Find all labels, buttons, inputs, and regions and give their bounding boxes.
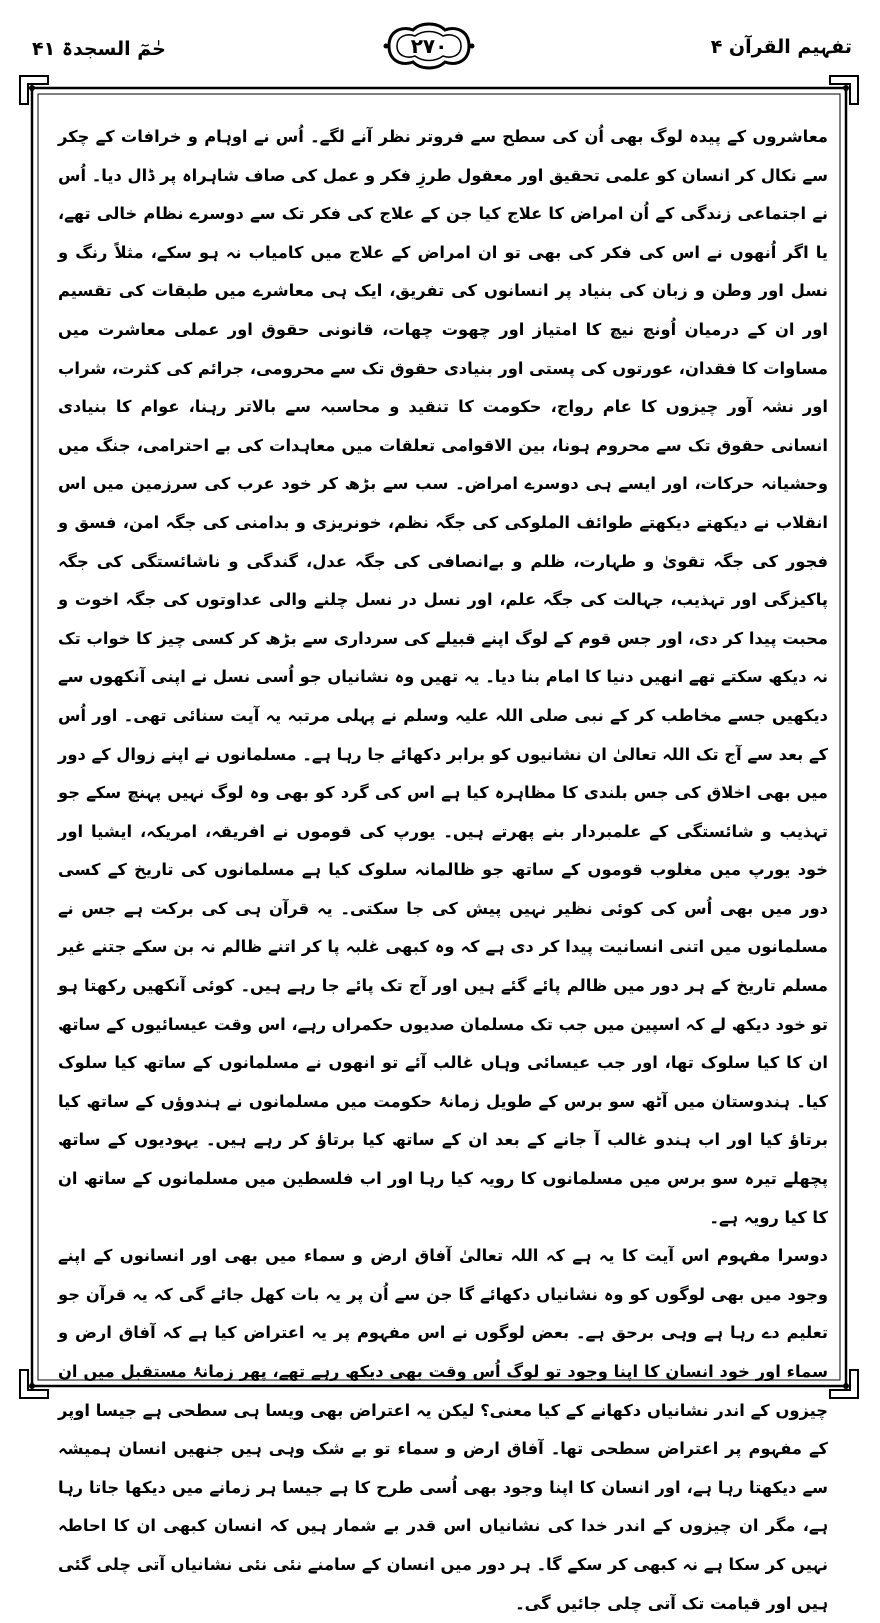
running-header-surah: حٰمٓ السجدۃ ۴۱ [32,38,166,60]
commentary-paragraph-1: معاشروں کے پیدہ لوگ بھی اُن کی سطح سے فروتر نظر آنے لگے۔ اُس نے اوہام و خرافات کے چکر سے نکال کر انسان کو علمی تحقیق اور معقول طرزِ فکر و عمل کی صاف شاہراہ پر ڈال دیا۔ اُس نے اجتماعی زندگی کے اُن امراض کا علاج کیا جن کے علاج کی فکر تک سے دوسرے نظام خالی تھے، یا اگر اُنھوں نے اس کی فکر کی بھی تو ان امراض کے علاج میں کامیاب نہ ہو سکے، مثلاً رنگ و نسل اور وطن و زبان کی بنیاد پر انسانوں کی تفریق، ایک ہی معاشرے میں طبقات کی تقسیم اور ان کے درمیان اُونچ نیچ کا امتیاز اور چھوت چھات، قانونی حقوق اور عملی معاشرت میں مساوات کا فقدان، عورتوں کی پستی اور بنیادی حقوق تک سے محرومی، جرائم کی کثرت، شراب اور نشہ آور چیزوں کا عام رواج، حکومت کا تنقید و محاسبہ سے بالاتر رہنا، عوام کا بنیادی انسانی حقوق تک سے محروم ہونا، بین الاقوامی تعلقات میں معاہدات کی بے احترامی، جنگ میں وحشیانہ حرکات، اور ایسے ہی دوسرے امراض۔ سب سے بڑھ کر خود عرب کی سرزمین میں اس انقلاب نے دیکھتے دیکھتے طوائف الملوکی کی جگہ نظم، خونریزی و بدامنی کی جگہ امن، فسق و فجور کی جگہ تقویٰ و طہارت، ظلم و بےانصافی کی جگہ عدل، گندگی و ناشائستگی کی جگہ پاکیزگی اور تہذیب، جہالت کی جگہ علم، اور نسل در نسل چلنے والی عداوتوں کی جگہ اخوت و محبت پیدا کر دی، اور جس قوم کے لوگ اپنے قبیلے کی سرداری سے بڑھ کر کسی چیز کا خواب تک نہ دیکھ سکتے تھے انھیں دنیا کا امام بنا دیا۔ یہ تھیں وہ نشانیاں جو اُسی نسل نے اپنی آنکھوں سے دیکھیں جسے مخاطب کر کے نبی صلی اللہ علیہ وسلم نے پہلی مرتبہ یہ آیت سنائی تھی۔ اور اُس کے بعد سے آج تک اللہ تعالیٰ ان نشانیوں کو برابر دکھائے جا رہا ہے۔ مسلمانوں نے اپنے زوال کے دور میں بھی اخلاق کی جس بلندی کا مظاہرہ کیا ہے اس کی گرد کو بھی وہ لوگ نہیں پہنچ سکے جو تہذیب و شائستگی کے علمبردار بنے پھرتے ہیں۔ یورپ کی قوموں نے افریقہ، امریکہ، ایشیا اور خود یورپ میں مغلوب قوموں کے ساتھ جو ظالمانہ سلوک کیا ہے مسلمانوں کی تاریخ کے کسی دور میں بھی اُس کی کوئی نظیر نہیں پیش کی جا سکتی۔ یہ قرآن ہی کی برکت ہے جس نے مسلمانوں میں اتنی انسانیت پیدا کر دی ہے کہ وہ کبھی غلبہ پا کر اتنے ظالم نہ بن سکے جتنے غیر مسلم تاریخ کے ہر دور میں ظالم پائے گئے ہیں اور آج تک پائے جا رہے ہیں۔ کوئی آنکھیں رکھتا ہو تو خود دیکھ لے کہ اسپین میں جب تک مسلمان صدیوں حکمراں رہے، اس وقت عیسائیوں کے ساتھ ان کا کیا سلوک تھا، اور جب عیسائی وہاں غالب آئے تو انھوں نے مسلمانوں کے ساتھ کیا سلوک کیا۔ ہندوستان میں آٹھ سو برس کے طویل زمانۂ حکومت میں مسلمانوں نے ہندوؤں کے ساتھ کیا برتاؤ کیا اور اب ہندو غالب آ جانے کے بعد ان کے ساتھ کیا برتاؤ کر رہے ہیں۔ یہودیوں کے ساتھ پچھلے تیرہ سو برس میں مسلمانوں کا رویہ کیا رہا اور اب فلسطین میں مسلمانوں کے ساتھ ان کا کیا رویہ ہے۔ [58,127,828,1227]
commentary-body [58,118,828,1623]
page-number: ۲۷۰ [410,34,448,58]
running-header-book-title: تفہیم القرآن ۴ [710,36,852,58]
page-number-ornament [383,20,475,72]
commentary-paragraph-2: دوسرا مفہوم اس آیت کا یہ ہے کہ اللہ تعالیٰ آفاق ارض و سماء میں بھی اور انسانوں کے اپنے وجود میں بھی لوگوں کو وہ نشانیاں دکھائے گا جن سے اُن پر یہ بات کھل جائے گی کہ یہ قرآن جو تعلیم دے رہا ہے وہی برحق ہے۔ بعض لوگوں نے اس مفہوم پر یہ اعتراض کیا ہے کہ آفاق ارض و سماء اور خود انسان کا اپنا وجود تو لوگ اُس وقت بھی دیکھ رہے تھے، پھر زمانۂ مستقبل میں ان چیزوں کے اندر نشانیاں دکھانے کے کیا معنی؟ لیکن یہ اعتراض بھی ویسا ہی سطحی ہے جیسا اوپر کے مفہوم پر اعتراض سطحی تھا۔ آفاق ارض و سماء تو بے شک وہی ہیں جنھیں انسان ہمیشہ سے دیکھتا رہا ہے، اور انسان کا اپنا وجود بھی اُسی طرح کا ہے جیسا ہر زمانے میں دیکھا جاتا رہا ہے، مگر ان چیزوں کے اندر خدا کی نشانیاں اس قدر بے شمار ہیں کہ انسان کبھی ان کا احاطہ نہیں کر سکا ہے نہ کبھی کر سکے گا۔ ہر دور میں انسان کے سامنے نئی نئی نشانیاں آتی چلی گئی ہیں اور قیامت تک آتی چلی جائیں گی۔ [58,1246,828,1613]
